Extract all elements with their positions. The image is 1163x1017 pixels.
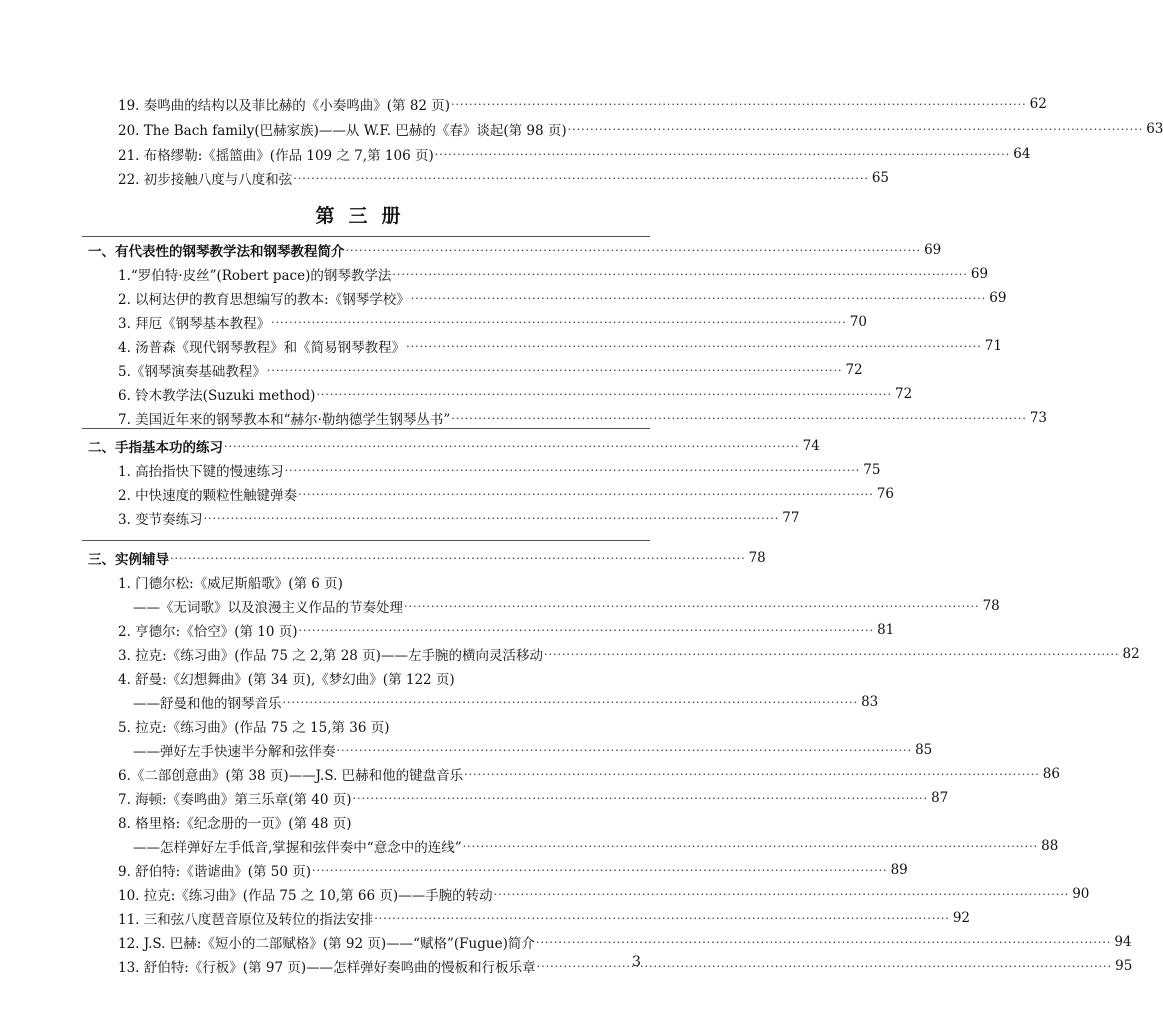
entry-title: 7. 海顿:《奏鸣曲》第三乐章(第 40 页) bbox=[118, 792, 352, 808]
section-divider bbox=[82, 428, 650, 429]
toc-entry[interactable] bbox=[118, 954, 1133, 978]
entry-title: 3. 拉克:《练习曲》(作品 75 之 2,第 28 页)——左手腕的横向灵活移动 bbox=[118, 648, 543, 664]
leader-dots bbox=[311, 864, 889, 877]
entry-title: ——舒曼和他的钢琴音乐 bbox=[133, 696, 282, 712]
leader-dots bbox=[450, 412, 1028, 425]
toc-entry[interactable] bbox=[118, 382, 913, 406]
entry-page: 85 bbox=[915, 742, 933, 758]
entry-title: 5. 拉克:《练习曲》(作品 75 之 15,第 36 页) bbox=[118, 720, 390, 736]
leader-dots bbox=[450, 98, 1028, 111]
leader-dots bbox=[410, 292, 988, 305]
entry-page: 65 bbox=[871, 170, 890, 186]
entry-page: 69 bbox=[970, 266, 989, 282]
entry-page: 77 bbox=[782, 510, 800, 526]
section-title: 二、手指基本功的练习 bbox=[88, 440, 223, 456]
leader-dots bbox=[282, 696, 860, 709]
entry-title: 7. 美国近年来的钢琴教本和“赫尔·勒纳德学生钢琴丛书” bbox=[118, 412, 451, 428]
entry-title: 2. 中快速度的颗粒性触键弹奏 bbox=[118, 488, 298, 504]
entry-title: 2. 以柯达伊的教育思想编写的教本:《钢琴学校》 bbox=[118, 292, 410, 308]
entry-page: 75 bbox=[863, 462, 881, 478]
toc-entry[interactable] bbox=[118, 286, 1007, 310]
entry-title: 22. 初步接触八度与八度和弦 bbox=[118, 172, 293, 188]
leader-dots bbox=[405, 340, 983, 353]
leader-dots bbox=[463, 768, 1041, 781]
leader-dots bbox=[169, 552, 747, 565]
entry-page: 62 bbox=[1029, 96, 1047, 112]
toc-entry[interactable] bbox=[118, 482, 894, 506]
toc-entry[interactable] bbox=[118, 334, 1002, 358]
entry-title: 5.《钢琴演奏基础教程》 bbox=[118, 364, 266, 380]
leader-dots bbox=[298, 624, 876, 637]
toc-entry[interactable] bbox=[118, 570, 646, 594]
toc-entry[interactable] bbox=[118, 166, 890, 190]
toc-entry[interactable] bbox=[118, 358, 863, 382]
entry-title: ——怎样弹好左手低音,掌握和弦伴奏中“意念中的连线” bbox=[133, 840, 462, 856]
leader-dots bbox=[352, 792, 930, 805]
section-heading[interactable] bbox=[88, 546, 766, 570]
leader-dots bbox=[315, 388, 893, 401]
section-heading[interactable] bbox=[88, 434, 820, 458]
entry-title: 21. 布格缪勒:《摇篮曲》(作品 109 之 7,第 106 页) bbox=[118, 148, 434, 164]
entry-title: 6. 铃木教学法(Suzuki method) bbox=[118, 388, 316, 404]
leader-dots bbox=[266, 364, 844, 377]
leader-dots bbox=[403, 600, 981, 613]
toc-entry[interactable] bbox=[118, 458, 881, 482]
toc-entry[interactable] bbox=[118, 786, 949, 810]
section-page: 69 bbox=[924, 242, 942, 258]
entry-page: 72 bbox=[895, 386, 913, 402]
section-title: 三、实例辅导 bbox=[88, 552, 169, 568]
entry-title: 4. 汤普森《现代钢琴教程》和《简易钢琴教程》 bbox=[118, 340, 406, 356]
entry-title: 8. 格里格:《纪念册的一页》(第 48 页) bbox=[118, 816, 352, 832]
entry-page: 69 bbox=[989, 290, 1007, 306]
entry-title: 1. 高抬指快下键的慢速练习 bbox=[118, 464, 284, 480]
toc-entry[interactable] bbox=[133, 738, 933, 762]
page-number: 3 bbox=[632, 954, 641, 970]
entry-title: 1.“罗伯特·皮丝”(Robert pace)的钢琴教学法 bbox=[118, 268, 392, 284]
entry-title: ——《无词歌》以及浪漫主义作品的节奏处理 bbox=[133, 600, 403, 616]
leader-dots bbox=[345, 244, 923, 257]
leader-dots bbox=[336, 744, 914, 757]
entry-title: 2. 亨德尔:《恰空》(第 10 页) bbox=[118, 624, 298, 640]
leader-dots bbox=[292, 172, 870, 185]
leader-dots bbox=[203, 512, 781, 525]
entry-page: 78 bbox=[982, 598, 1000, 614]
entry-page: 82 bbox=[1122, 646, 1140, 662]
entry-title: 9. 舒伯特:《谐谑曲》(第 50 页) bbox=[118, 864, 312, 880]
toc-entry[interactable] bbox=[118, 930, 1132, 954]
section-heading[interactable] bbox=[88, 238, 942, 262]
toc-entry[interactable] bbox=[118, 92, 1047, 116]
entry-title: 6.《二部创意曲》(第 38 页)——J.S. 巴赫和他的键盘音乐 bbox=[118, 768, 464, 784]
toc-entry[interactable] bbox=[118, 142, 1031, 166]
leader-dots bbox=[567, 123, 1145, 136]
entry-page: 64 bbox=[1013, 146, 1031, 162]
toc-entry[interactable] bbox=[118, 642, 1140, 666]
entry-page: 87 bbox=[931, 790, 949, 806]
toc-entry[interactable] bbox=[118, 310, 867, 334]
leader-dots bbox=[493, 888, 1071, 901]
toc-entry[interactable] bbox=[118, 406, 1048, 430]
entry-page: 88 bbox=[1041, 838, 1059, 854]
leader-dots bbox=[535, 936, 1113, 949]
entry-title: 20. The Bach family(巴赫家族)——从 W.F. 巴赫的《春》谈起(第 98 页) bbox=[118, 123, 567, 139]
entry-page: 71 bbox=[984, 338, 1002, 354]
entry-page: 92 bbox=[952, 910, 971, 926]
entry-title: 3. 变节奏练习 bbox=[118, 512, 203, 528]
leader-dots bbox=[373, 912, 951, 925]
toc-entry[interactable] bbox=[118, 262, 989, 286]
toc-entry[interactable] bbox=[133, 834, 1059, 858]
entry-page: 89 bbox=[890, 862, 908, 878]
entry-page: 63 bbox=[1146, 121, 1163, 137]
toc-entry[interactable] bbox=[118, 762, 1060, 786]
leader-dots bbox=[297, 488, 875, 501]
section-page: 74 bbox=[802, 438, 820, 454]
toc-entry[interactable] bbox=[118, 117, 1163, 141]
section-divider bbox=[82, 540, 650, 541]
toc-entry[interactable] bbox=[118, 666, 646, 690]
toc-entry[interactable] bbox=[118, 714, 646, 738]
entry-page: 95 bbox=[1115, 958, 1133, 974]
toc-entry[interactable] bbox=[118, 810, 646, 834]
entry-page: 81 bbox=[877, 622, 895, 638]
entry-page: 76 bbox=[876, 486, 894, 502]
entry-page: 70 bbox=[849, 314, 867, 330]
entry-page: 94 bbox=[1114, 934, 1132, 950]
entry-title: 11. 三和弦八度琶音原位及转位的指法安排 bbox=[118, 912, 374, 928]
entry-title: 13. 舒伯特:《行板》(第 97 页)——怎样弹好奏鸣曲的慢板和行板乐章 bbox=[118, 960, 536, 976]
toc-entry[interactable] bbox=[118, 858, 908, 882]
leader-dots bbox=[543, 648, 1121, 661]
entry-page: 73 bbox=[1029, 410, 1048, 426]
leader-dots bbox=[391, 268, 969, 281]
toc-entry[interactable] bbox=[133, 690, 879, 714]
section-title: 一、有代表性的钢琴教学法和钢琴教程简介 bbox=[88, 244, 345, 260]
volume-title: 第三册 bbox=[315, 205, 415, 227]
toc-entry[interactable] bbox=[118, 618, 895, 642]
leader-dots bbox=[536, 960, 1114, 973]
entry-title: 4. 舒曼:《幻想舞曲》(第 34 页),《梦幻曲》(第 122 页) bbox=[118, 672, 455, 688]
leader-dots bbox=[223, 440, 801, 453]
leader-dots bbox=[434, 148, 1012, 161]
entry-title: 1. 门德尔松:《威尼斯船歌》(第 6 页) bbox=[118, 576, 343, 592]
leader-dots bbox=[284, 464, 862, 477]
entry-page: 90 bbox=[1072, 886, 1090, 902]
entry-title: ——弹好左手快速半分解和弦伴奏 bbox=[133, 744, 336, 760]
entry-title: 19. 奏鸣曲的结构以及菲比赫的《小奏鸣曲》(第 82 页) bbox=[118, 98, 451, 114]
toc-entry[interactable] bbox=[118, 882, 1090, 906]
leader-dots bbox=[462, 840, 1040, 853]
toc-entry[interactable] bbox=[118, 506, 800, 530]
entry-page: 86 bbox=[1042, 766, 1060, 782]
entry-title: 12. J.S. 巴赫:《短小的二部赋格》(第 92 页)——“赋格”(Fugue)简介 bbox=[118, 936, 535, 952]
section-divider bbox=[82, 236, 650, 237]
entry-page: 83 bbox=[861, 694, 879, 710]
entry-title: 3. 拜厄《钢琴基本教程》 bbox=[118, 316, 271, 332]
toc-entry[interactable] bbox=[133, 594, 1000, 618]
entry-page: 72 bbox=[845, 362, 863, 378]
leader-dots bbox=[270, 316, 848, 329]
entry-title: 10. 拉克:《练习曲》(作品 75 之 10,第 66 页)——手腕的转动 bbox=[118, 888, 493, 904]
toc-entry[interactable] bbox=[118, 906, 971, 930]
section-page: 78 bbox=[748, 550, 766, 566]
